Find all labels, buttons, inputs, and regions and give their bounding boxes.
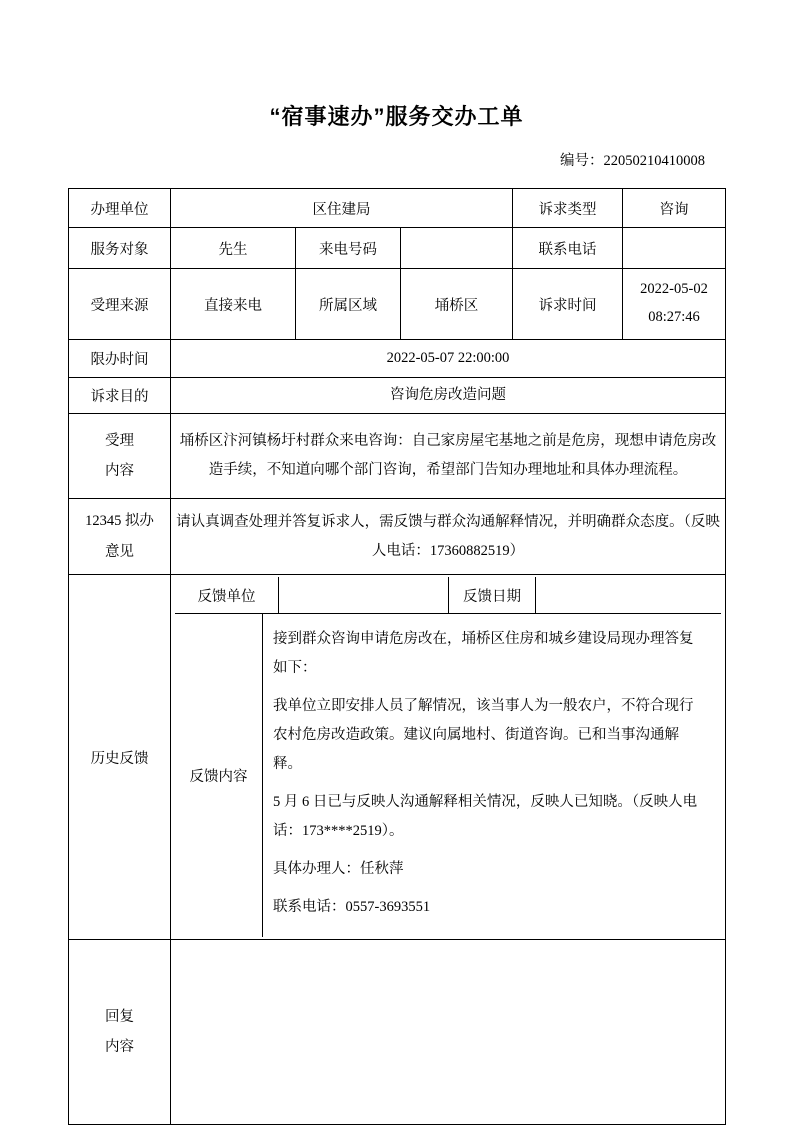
feedback-content-row (175, 614, 721, 937)
row-service-target (69, 228, 726, 269)
appeal-time-label: 诉求时间 (513, 269, 623, 340)
feedback-header-row (175, 577, 721, 614)
contact-phone-value (623, 228, 726, 269)
caller-number-label: 来电号码 (296, 228, 401, 269)
appeal-type-value: 咨询 (623, 189, 726, 228)
row-reply-content (69, 940, 726, 1125)
opinion-label-line1: 12345 拟办 (85, 513, 154, 530)
contact-phone-label: 联系电话 (513, 228, 623, 269)
feedback-date-value (535, 577, 721, 613)
handling-unit-value: 区住建局 (171, 189, 513, 228)
appeal-time-value (623, 269, 726, 340)
caller-number-value (401, 228, 513, 269)
page-title: “宿事速办”服务交办工单 (269, 104, 524, 129)
feedback-paragraph: 5 月 6 日已与反映人沟通解释相关情况，反映人已知晓。（反映人电话：173****2519）。 (273, 794, 698, 839)
feedback-paragraph: 具体办理人：任秋萍 (273, 861, 404, 877)
appeal-time-date: 2022-05-02 (640, 281, 708, 298)
appeal-time-clock: 08:27:46 (648, 309, 700, 325)
row-handling-unit (69, 189, 726, 228)
appeal-type-label: 诉求类型 (513, 189, 623, 228)
reply-label-line1: 回复 (105, 1008, 134, 1025)
feedback-paragraph: 联系电话：0557-3693551 (273, 899, 431, 915)
opinion-label (69, 499, 171, 575)
acceptance-label-line1: 受理 (105, 432, 134, 449)
reply-value (171, 940, 726, 1125)
history-feedback-area (171, 575, 726, 940)
acceptance-label-line2: 内容 (105, 463, 134, 479)
feedback-unit-label: 反馈单位 (197, 588, 256, 605)
handling-unit-label: 办理单位 (69, 189, 171, 228)
row-purpose (69, 378, 726, 414)
region-label: 所属区域 (296, 269, 401, 340)
opinion-label-line2: 意见 (105, 543, 134, 560)
deadline-label: 限办时间 (69, 340, 171, 378)
feedback-date-label: 反馈日期 (448, 577, 535, 613)
deadline-value: 2022-05-07 22:00:00 (171, 340, 726, 378)
purpose-value: 咨询危房改造问题 (171, 378, 726, 414)
history-feedback-label: 历史反馈 (69, 575, 171, 940)
doc-number: 编号：22050210410008 (560, 153, 705, 169)
row-acceptance-content (69, 414, 726, 499)
service-target-value: 先生 (171, 228, 296, 269)
feedback-content-body (263, 614, 721, 937)
source-label: 受理来源 (69, 269, 171, 340)
feedback-unit-value (278, 577, 448, 613)
row-history-feedback (69, 575, 726, 940)
feedback-paragraph: 我单位立即安排人员了解情况，该当事人为一般农户，不符合现行农村危房改造政策。建议向属地村、街道咨询。已和当事沟通解释。 (273, 698, 694, 772)
acceptance-label (69, 414, 171, 499)
work-order-table (68, 188, 726, 1125)
purpose-label: 诉求目的 (69, 378, 171, 414)
source-value: 直接来电 (171, 269, 296, 340)
feedback-paragraph: 接到群众咨询申请危房改在，埇桥区住房和城乡建设局现办理答复如下： (273, 631, 694, 676)
feedback-content-label: 反馈内容 (175, 614, 263, 937)
reply-label (69, 940, 171, 1125)
row-draft-opinion (69, 499, 726, 575)
row-deadline (69, 340, 726, 378)
service-target-label: 服务对象 (69, 228, 171, 269)
opinion-value: 请认真调查处理并答复诉求人，需反馈与群众沟通解释情况，并明确群众态度。（反映人电话：17360882519） (171, 499, 726, 575)
acceptance-value: 埇桥区汴河镇杨圩村群众来电咨询：自己家房屋宅基地之前是危房，现想申请危房改造手续，不知道向哪个部门咨询，希望部门告知办理地址和具体办理流程。 (171, 414, 726, 499)
region-value: 埇桥区 (401, 269, 513, 340)
row-source (69, 269, 726, 340)
reply-label-line2: 内容 (105, 1039, 134, 1055)
